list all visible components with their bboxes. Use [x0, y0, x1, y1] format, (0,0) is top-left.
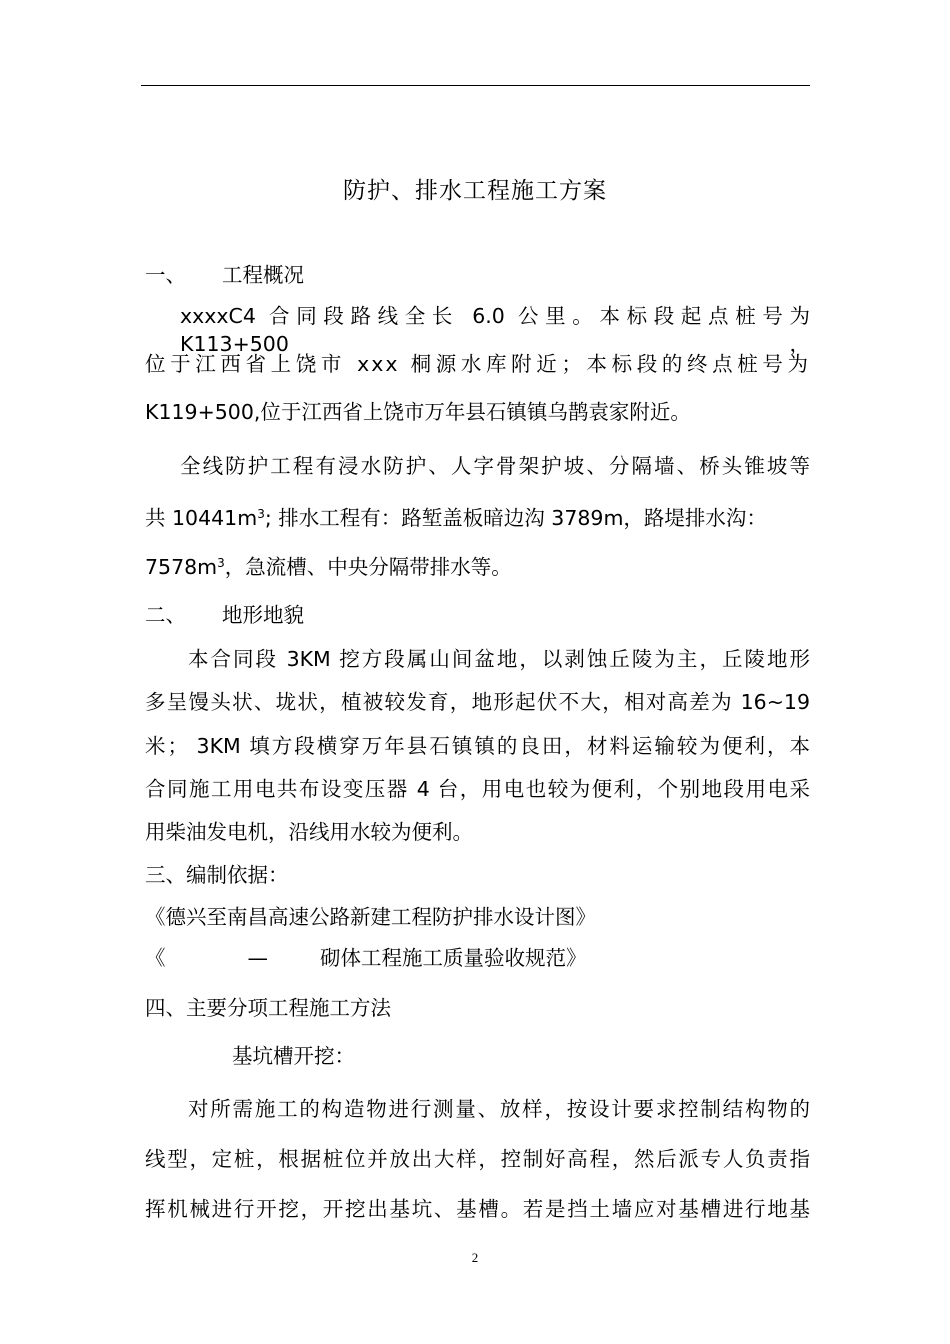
- text-span: ; 排水工程有：路堑盖板暗边沟 3789m，路堤排水沟：: [264, 506, 767, 530]
- section-number: 二、: [145, 603, 186, 627]
- section-heading-4: 四、主要分项工程施工方法: [145, 996, 391, 1020]
- paragraph-line: 合同施工用电共布设变压器 4 台，用电也较为便利，个别地段用电采: [145, 777, 810, 801]
- paragraph-line: 挥机械进行开挖，开挖出基坑、基槽。若是挡土墙应对基槽进行地基: [145, 1197, 810, 1221]
- section-heading-3: 三、编制依据：: [145, 863, 289, 887]
- header-rule: [141, 85, 810, 86]
- section-heading-2: [145, 601, 810, 629]
- paragraph-line: K119+500,位于江西省上饶市万年县石镇镇乌鹊袁家附近。: [145, 400, 691, 424]
- section-title: 工程概况: [222, 263, 304, 287]
- text-span: ，急流槽、中央分隔带排水等。: [224, 555, 512, 579]
- paragraph-line: 多呈馒头状、垅状，植被较发育，地形起伏不大，相对高差为 16~19: [145, 690, 810, 714]
- section-heading-1: [145, 261, 810, 289]
- section-number: 一、: [145, 263, 186, 287]
- text-span: —: [247, 946, 268, 970]
- paragraph-line: 米； 3KM 填方段横穿万年县石镇镇的良田，材料运输较为便利，本: [145, 734, 810, 758]
- reference-item: [145, 944, 810, 972]
- document-title: 防护、排水工程施工方案: [343, 178, 607, 204]
- paragraph-line: 对所需施工的构造物进行测量、放样，按设计要求控制结构物的: [188, 1097, 810, 1121]
- reference-item: 《德兴至南昌高速公路新建工程防护排水设计图》: [145, 905, 596, 929]
- paragraph-line: xxxxC4 合同段路线全长 6.0 公里。本标段起点桩号为 K113+500，: [180, 304, 810, 356]
- paragraph-line: [145, 500, 810, 532]
- paragraph-line: 线型，定桩，根据桩位并放出大样，控制好高程，然后派专人负责指: [145, 1147, 810, 1171]
- paragraph-line: [145, 549, 810, 581]
- text-span: 共 10441m: [145, 506, 258, 530]
- text-span: 砌体工程施工质量验收规范》: [320, 946, 587, 970]
- paragraph-line: 用柴油发电机，沿线用水较为便利。: [145, 820, 473, 844]
- section-title: 地形地貌: [222, 603, 304, 627]
- paragraph-line: 位于江西省上饶市 xxx 桐源水库附近；本标段的终点桩号为: [145, 352, 810, 376]
- superscript: 3: [217, 556, 225, 570]
- page-number: 2: [471, 1250, 479, 1265]
- subsection-heading: 基坑槽开挖：: [232, 1044, 355, 1068]
- superscript: 3: [257, 507, 265, 521]
- paragraph-line: 本合同段 3KM 挖方段属山间盆地，以剥蚀丘陵为主，丘陵地形: [188, 647, 810, 671]
- paragraph-line: 全线防护工程有浸水防护、人字骨架护坡、分隔墙、桥头锥坡等: [180, 454, 810, 478]
- text-span: 7578m: [145, 555, 218, 579]
- text-span: 《: [145, 946, 166, 970]
